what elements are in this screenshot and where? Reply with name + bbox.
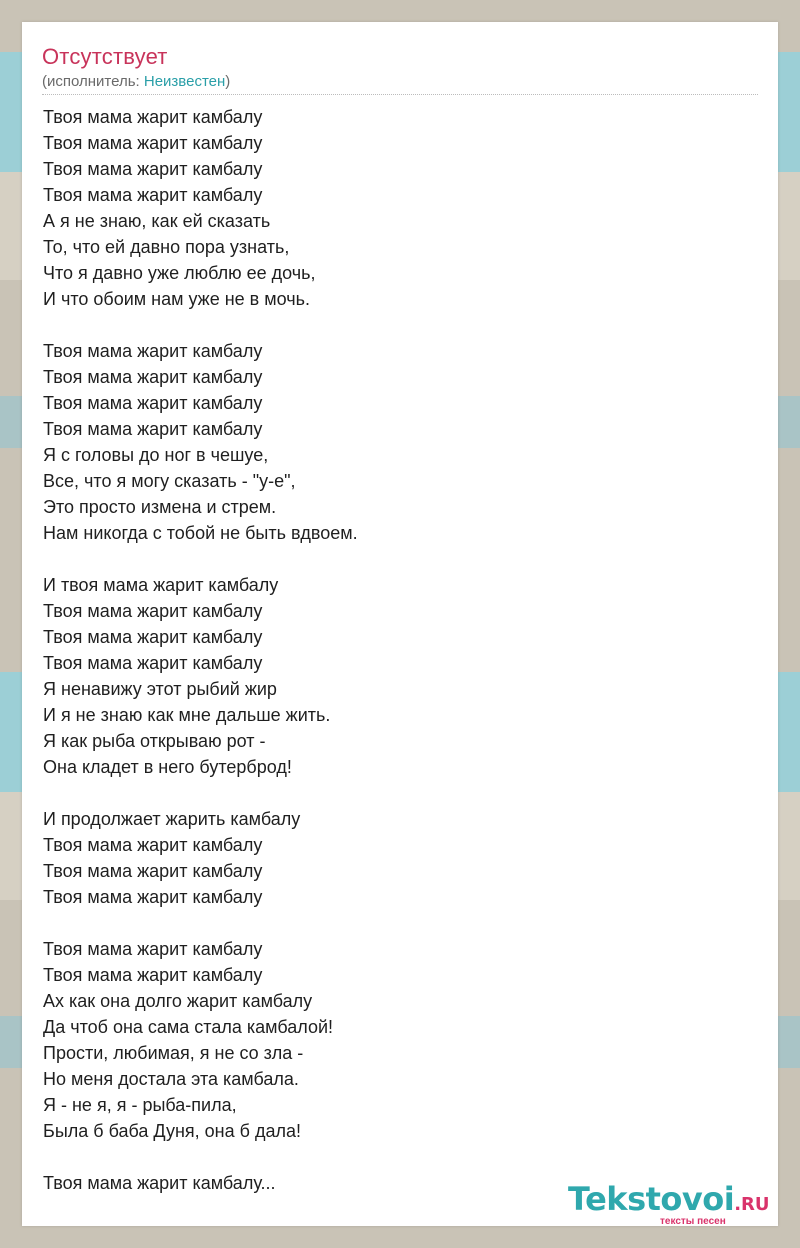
- title-divider: [42, 94, 758, 95]
- lyrics-line: Твоя мама жарит камбалу: [43, 965, 263, 985]
- lyrics-line: И твоя мама жарит камбалу: [43, 575, 279, 595]
- lyrics-blank-line: [43, 1144, 358, 1170]
- lyrics-line: Твоя мама жарит камбалу...: [43, 1173, 276, 1193]
- lyrics-line: Твоя мама жарит камбалу: [43, 133, 263, 153]
- logo-tagline: тексты песен: [660, 1216, 726, 1227]
- lyrics-line: Была б баба Дуня, она б дала!: [43, 1121, 301, 1141]
- lyrics-line: Твоя мама жарит камбалу: [43, 393, 263, 413]
- logo-name: Tekstovoi: [568, 1180, 735, 1218]
- logo-wordmark: [568, 1180, 770, 1218]
- lyrics-body: [43, 104, 358, 1196]
- lyrics-line: Я с головы до ног в чешуе,: [43, 445, 269, 465]
- logo-tld: .RU: [734, 1194, 770, 1215]
- lyrics-line: Твоя мама жарит камбалу: [43, 861, 263, 881]
- lyrics-blank-line: [43, 546, 358, 572]
- lyrics-line: То, что ей давно пора узнать,: [43, 237, 290, 257]
- song-title: Отсутствует: [42, 44, 168, 69]
- lyrics-line: Твоя мама жарит камбалу: [43, 107, 263, 127]
- site-logo[interactable]: [568, 1180, 778, 1226]
- lyrics-line: Твоя мама жарит камбалу: [43, 367, 263, 387]
- lyrics-line: Твоя мама жарит камбалу: [43, 341, 263, 361]
- lyrics-blank-line: [43, 312, 358, 338]
- artist-prefix: (исполнитель:: [42, 73, 144, 90]
- lyrics-line: Я как рыба открываю рот -: [43, 731, 266, 751]
- lyrics-blank-line: [43, 910, 358, 936]
- lyrics-line: Твоя мама жарит камбалу: [43, 887, 263, 907]
- lyrics-line: Я - не я, я - рыба-пила,: [43, 1095, 237, 1115]
- artist-suffix: ): [225, 73, 231, 90]
- lyrics-line: Твоя мама жарит камбалу: [43, 601, 263, 621]
- lyrics-line: Твоя мама жарит камбалу: [43, 835, 263, 855]
- artist-line: [42, 73, 230, 90]
- lyrics-line: А я не знаю, как ей сказать: [43, 211, 271, 231]
- lyrics-line: Твоя мама жарит камбалу: [43, 939, 263, 959]
- lyrics-line: Твоя мама жарит камбалу: [43, 159, 263, 179]
- lyrics-line: Это просто измена и стрем.: [43, 497, 277, 517]
- lyrics-line: И я не знаю как мне дальше жить.: [43, 705, 331, 725]
- lyrics-line: Я ненавижу этот рыбий жир: [43, 679, 277, 699]
- lyrics-line: Нам никогда с тобой не быть вдвоем.: [43, 523, 358, 543]
- lyrics-line: Твоя мама жарит камбалу: [43, 185, 263, 205]
- lyrics-line: Ах как она долго жарит камбалу: [43, 991, 313, 1011]
- lyrics-blank-line: [43, 780, 358, 806]
- lyrics-line: И продолжает жарить камбалу: [43, 809, 301, 829]
- lyrics-line: Твоя мама жарит камбалу: [43, 419, 263, 439]
- lyrics-line: И что обоим нам уже не в мочь.: [43, 289, 310, 309]
- lyrics-line: Твоя мама жарит камбалу: [43, 653, 263, 673]
- artist-link[interactable]: Неизвестен: [143, 73, 226, 90]
- lyrics-line: Но меня достала эта камбала.: [43, 1069, 299, 1089]
- lyrics-line: Да чтоб она сама стала камбалой!: [43, 1017, 334, 1037]
- lyrics-line: Что я давно уже люблю ее дочь,: [43, 263, 316, 283]
- lyrics-line: Все, что я могу сказать - "у-е",: [43, 471, 296, 491]
- lyrics-line: Прости, любимая, я не со зла -: [43, 1043, 304, 1063]
- lyrics-line: Твоя мама жарит камбалу: [43, 627, 263, 647]
- lyrics-line: Она кладет в него бутерброд!: [43, 757, 292, 777]
